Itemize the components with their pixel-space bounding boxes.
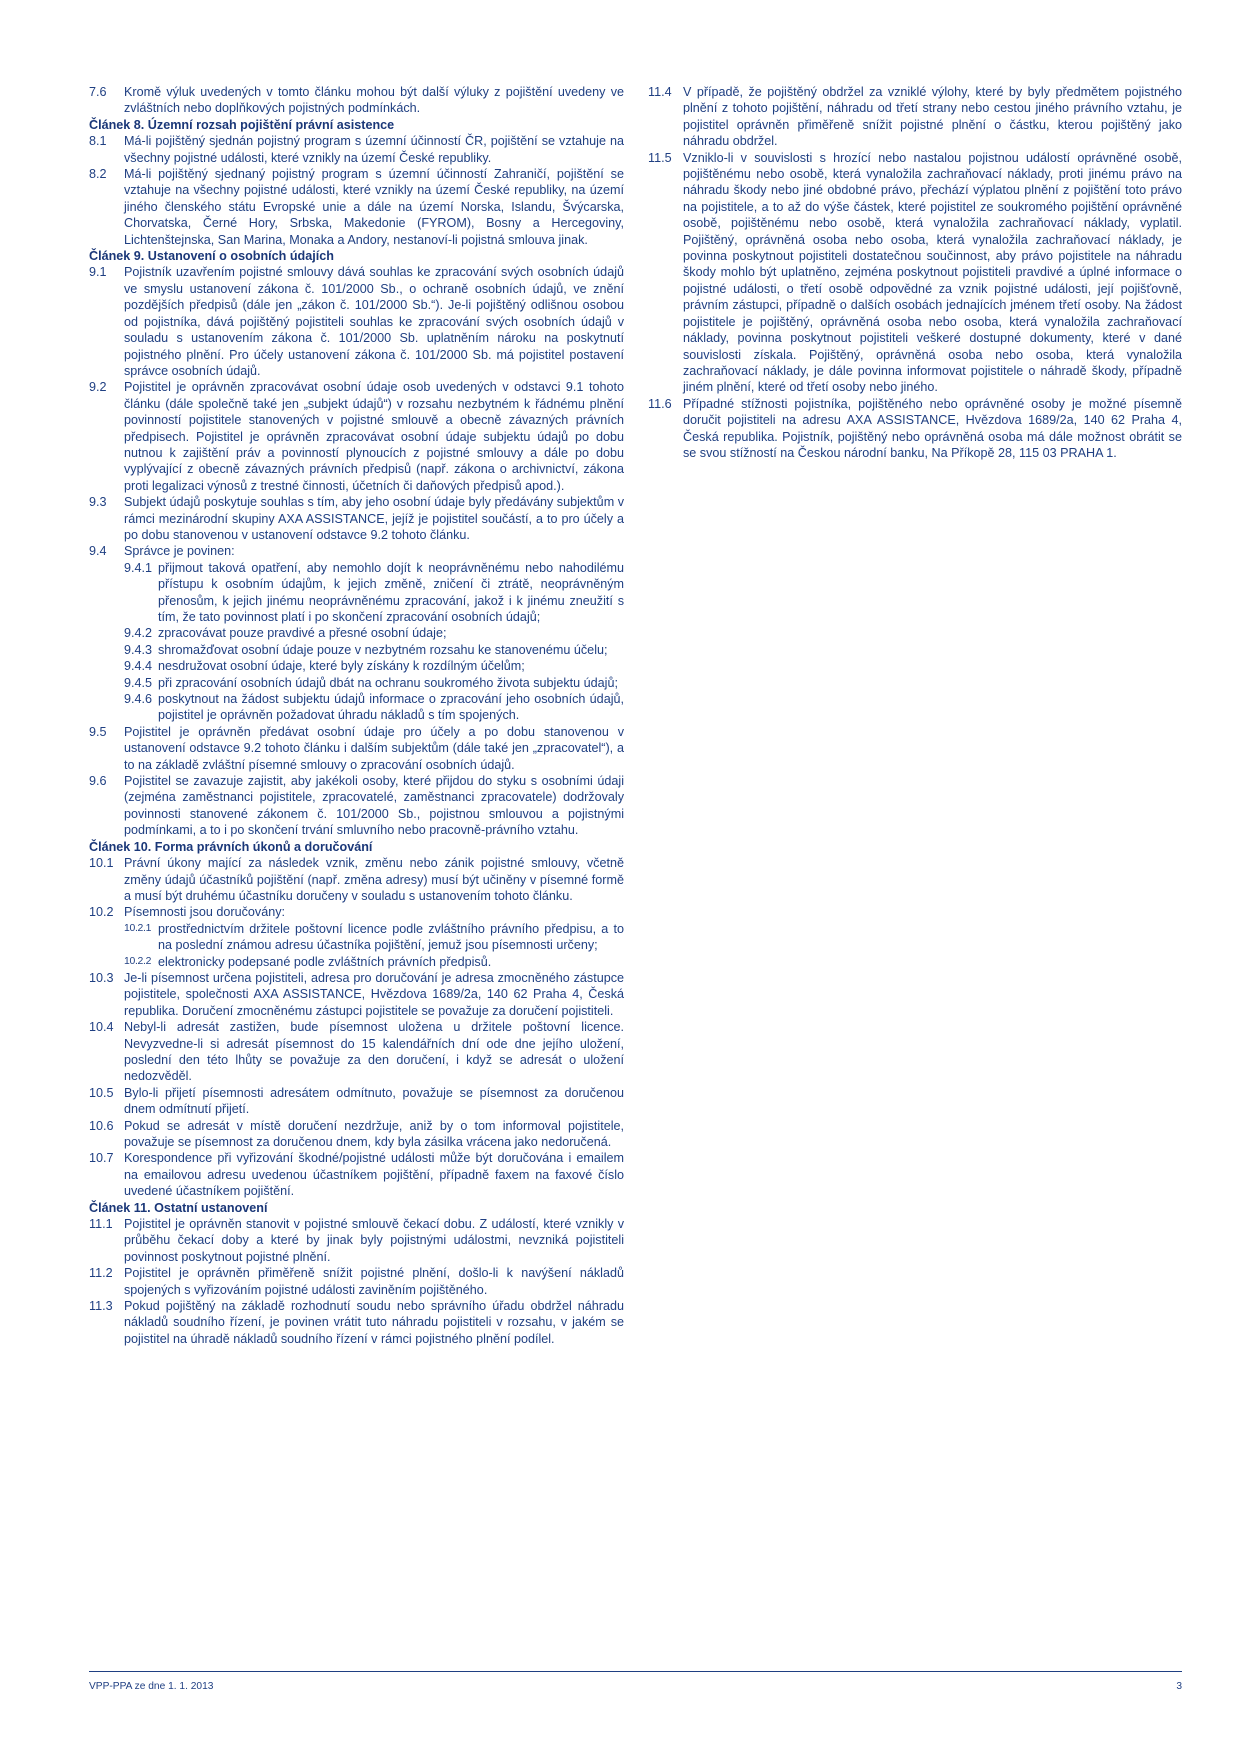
clause-number: 8.2 [89, 167, 107, 182]
clause [648, 84, 1182, 150]
clause-text: Pojistitel je oprávněn zpracovávat osobní údaje osob uvedených v odstavci 9.1 tohoto článku (dále společně také jen „subjekt údajů“) v rozsahu nezbytném k řádnému plnění povinností pojistitele stanovených v pojistné smlouvě a obecně závazných právních předpisech. Pojistitel je oprávněn zpracovávat osobní údaje subjektu údajů po dobu nutnou k zajištění práv a povinností plynoucích z pojistné smlouvy a dále po dobu vyplývající z obecně závazných právních předpisů (např. zákona o archivnictví, zákona proti legalizaci výnosů z trestné činnosti, účetních či daňových předpisů apod.). [124, 380, 624, 493]
clause-number: 9.6 [89, 774, 107, 789]
footer-divider [89, 1671, 1182, 1672]
clause-text: Případné stížnosti pojistníka, pojištěného nebo oprávněné osoby je možné písemně doručit pojistiteli na adresu AXA ASSISTANCE, Hvězdova 1689/2a, 140 62 Praha 4, Česká republika. Pojistník, pojištěný nebo oprávněná osoba má dále možnost obrátit se se svou stížností na Českou národní banku, Na Příkopě 28, 115 03 PRAHA 1. [683, 396, 1182, 460]
clause-number: 11.6 [648, 396, 672, 411]
clause [89, 724, 624, 773]
clause-number: 9.4.6 [124, 692, 153, 707]
article-heading: Článek 10. Forma právních úkonů a doručování [89, 839, 373, 854]
clause-text: Pojistitel je oprávněn přiměřeně snížit pojistné plnění, došlo-li k navýšení nákladů spojených s vyřizováním pojistné události zaviněním pojištěného. [124, 1266, 624, 1297]
clause-number: 9.4.2 [124, 626, 153, 641]
clause-text: přijmout taková opatření, aby nemohlo dojít k neoprávněnému nebo nahodilému přístupu k osobním údajům, k jejich změně, zničení či ztrátě, neoprávněným přenosům, k jejich jinému neoprávněnému zpracování, jakož i k jinému zneužití s tím, že tato povinnost platí i po skončení zpracování osobních údajů; [158, 560, 624, 624]
clause-number: 8.1 [89, 134, 107, 149]
sub-clause [124, 675, 624, 691]
sub-clause [124, 954, 624, 970]
clause-text: Pokud se adresát v místě doručení nezdržuje, aniž by o tom informoval pojistitele, považuje se písemnost za doručenou dnem, kdy byla zásilka vrácena jako nedoručená. [124, 1118, 624, 1149]
article-heading: Článek 11. Ostatní ustanovení [89, 1200, 268, 1215]
clause [89, 543, 624, 559]
clause-text: Pojistitel je oprávněn předávat osobní údaje pro účely a po dobu stanovenou v ustanovení odstavce 9.2 tohoto článku i dalším subjektům (dále také jen „zpracovatel“), a to na základě zvláštní písemné smlouvy o zpracování osobních údajů. [124, 724, 624, 772]
clause-number: 11.2 [89, 1266, 113, 1281]
clause-text: Písemnosti jsou doručovány: [124, 905, 286, 920]
clause-number: 9.4 [89, 544, 107, 559]
sub-clause [124, 560, 624, 626]
clause-number: 9.2 [89, 380, 107, 395]
clause-text: Nebyl-li adresát zastižen, bude písemnost uložena u držitele poštovní licence. Nevyzvedne-li si adresát písemnost do 15 kalendářních dní ode dne jejího uložení, poslední den této lhůty se považuje za den doručení, i když se adresát o uložení nedozvěděl. [124, 1020, 624, 1084]
right-column [648, 84, 1182, 461]
page-number: 3 [1176, 1681, 1182, 1692]
sub-clause [124, 625, 624, 641]
clause [89, 1118, 624, 1151]
clause-number: 10.1 [89, 856, 114, 871]
clause-text: nesdružovat osobní údaje, které byly získány k rozdílným účelům; [158, 659, 525, 674]
clause [89, 904, 624, 920]
clause-number: 10.4 [89, 1020, 114, 1035]
footer-document-id: VPP-PPA ze dne 1. 1. 2013 [89, 1681, 214, 1692]
clause-number: 9.5 [89, 724, 107, 739]
clause [89, 133, 624, 166]
clause-text: shromažďovat osobní údaje pouze v nezbytném rozsahu ke stanovenému účelu; [158, 642, 608, 657]
clause-text: Právní úkony mající za následek vznik, změnu nebo zánik pojistné smlouvy, včetně změny údajů účastníků pojištění (např. změna adresy) musí být učiněny v písemné formě a musí být druhému účastníku doručeny v souladu s ustanovením tohoto článku. [124, 856, 624, 903]
clause [89, 773, 624, 839]
clause-text: poskytnout na žádost subjektu údajů informace o zpracování jeho osobních údajů, pojistitel je oprávněn požadovat úhradu nákladů s tím spojených. [158, 692, 624, 723]
article-heading: Článek 9. Ustanovení o osobních údajích [89, 249, 334, 264]
sub-clause [124, 642, 624, 658]
clause [89, 84, 624, 117]
clause-text: Má-li pojištěný sjednán pojistný program s územní účinností ČR, pojištění se vztahuje na všechny pojistné události, které vznikly na území České republiky. [124, 134, 624, 165]
clause-text: Pojistitel se zavazuje zajistit, aby jakékoli osoby, které přijdou do styku s osobními údaji (zejména zaměstnanci pojistitele, zpracovatelé, zaměstnanci zpracovatele) dodržovaly povinnosti stanovené zákonem č. 101/2000 Sb., pojistnou smlouvou a pojistnými podmínkami, a to i po skončení trvání smluvního nebo pracovně-právního vztahu. [124, 774, 624, 838]
clause-number: 9.4.4 [124, 659, 153, 674]
clause [89, 1150, 624, 1199]
clause-number: 11.1 [89, 1217, 113, 1232]
clause-number: 11.4 [648, 85, 672, 99]
left-column [89, 84, 624, 1347]
clause [89, 379, 624, 494]
clause-text: Správce je povinen: [124, 544, 235, 559]
clause-text: Bylo-li přijetí písemnosti adresátem odmítnuto, považuje se písemnost za doručenou dnem odmítnutí přijetí. [124, 1085, 624, 1117]
clause-number: 9.1 [89, 265, 107, 280]
clause-text: při zpracování osobních údajů dbát na ochranu soukromého života subjektu údajů; [158, 675, 618, 690]
sub-clause [124, 921, 624, 954]
clause-text: Pojistník uzavřením pojistné smlouvy dává souhlas ke zpracování svých osobních údajů ve smyslu ustanovení zákona č. 101/2000 Sb., o ochraně osobních údajů, ve znění pozdějších předpisů (dále jen „zákon č. 101/2000 Sb.“). Je-li pojištěný odlišnou osobou od pojistníka, dává pojištěný pojistiteli souhlas ke zpracování svých osobních údajů v souladu s ustanovením zákona č. 101/2000 Sb. uplatněním nároku na poskytnutí pojistného plnění. Pro účely ustanovení zákona č. 101/2000 Sb. má pojistitel postavení správce osobních údajů. [124, 265, 624, 378]
clause-text: Pojistitel je oprávněn stanovit v pojistné smlouvě čekací dobu. Z událostí, které vznikly v průběhu čekací doby a které by jinak byly pojistnými událostmi, nevzniká pojistiteli povinnost poskytnout pojistné plnění. [124, 1217, 624, 1264]
clause-number: 9.4.5 [124, 675, 153, 690]
article-heading: Článek 8. Územní rozsah pojištění právní asistence [89, 117, 395, 132]
clause [89, 264, 624, 379]
clause-text: zpracovávat pouze pravdivé a přesné osobní údaje; [158, 626, 447, 641]
clause-number: 10.2.2 [124, 955, 152, 967]
clause [89, 970, 624, 1019]
clause-number: 9.3 [89, 495, 107, 510]
clause-text: prostřednictvím držitele poštovní licence podle zvláštního právního předpisu, a to na poslední známou adresu účastníka pojištění, jemuž jsou písemnosti určeny; [158, 921, 624, 953]
clause [648, 396, 1182, 462]
clause-number: 10.2 [89, 905, 114, 920]
clause-text: Subjekt údajů poskytuje souhlas s tím, aby jeho osobní údaje byly předávány subjektům v rámci mezinárodní skupiny AXA ASSISTANCE, jejíž je pojistitel součástí, a to pro účely a po dobu stanovenou v ustanovení odstavce 9.2 tohoto článku. [124, 495, 624, 542]
clause-text: elektronicky podepsané podle zvláštních právních předpisů. [158, 954, 492, 969]
clause-text: Pokud pojištěný na základě rozhodnutí soudu nebo správního úřadu obdržel náhradu nákladů soudního řízení, je povinen vrátit tuto náhradu pojistiteli v rozsahu, v jakém se pojistitel na úhradě nákladů soudního řízení v rámci pojistného plnění podílel. [124, 1299, 624, 1346]
sub-clause [124, 691, 624, 724]
clause-text: Má-li pojištěný sjednaný pojistný program s územní účinností Zahraničí, pojištění se vztahuje na všechny pojistné události, které vznikly na území České republiky, na území jiného členského státu Evropské unie a dále na území Norska, Islandu, Švýcarska, Chorvatska, Černé Hory, Srbska, Makedonie (FYROM), Bosny a Hercegoviny, Lichtenštejnska, San Marina, Monaka a Andory, nestanoví-li pojistná smlouva jinak. [124, 167, 624, 247]
clause-number: 10.6 [89, 1118, 114, 1133]
clause-text: V případě, že pojištěný obdržel za vzniklé výlohy, které by byly předmětem pojistného plnění z tohoto pojištění, náhradu od třetí strany nebo cestou jiného právního vztahu, je pojistitel oprávněn přiměřeně snížit pojistné plnění o částku, kterou pojištěný jako náhradu obdržel. [683, 85, 1182, 149]
clause-text: Je-li písemnost určena pojistiteli, adresa pro doručování je adresa zmocněného zástupce pojistitele, společnosti AXA ASSISTANCE, Hvězdova 1689/2a, 140 62 Praha 4, Česká republika. Doručení zmocněnému zástupci pojistitele se považuje za doručení pojistiteli. [124, 970, 624, 1018]
clause [89, 1298, 624, 1347]
clause-number: 11.3 [89, 1299, 113, 1314]
clause-number: 9.4.3 [124, 642, 153, 657]
clause [89, 494, 624, 543]
clause-text: Vzniklo-li v souvislosti s hrozící nebo nastalou pojistnou událostí oprávněné osobě, pojištěnému nebo osobě, která vynaložila zachraňovací náklady, proti jinému právo na náhradu škody nebo jiné obdobné právo, přechází výplatou plnění z pojištění toto právo na pojistitele, a to až do výše částek, které pojistitel ze soukromého pojištění oprávněné osobě, pojištěnému nebo osobě, která vynaložila zachraňovací náklady, vyplatil. Pojištěný, oprávněná osoba nebo osoba, která vynaložila zachraňovací náklady, je povinna poskytnout pojistiteli dostatečnou součinnost, aby právo pojistitele na náhradu škody mohlo být uplatněno, zejména poskytnout pojistiteli pravdivé a úplné informace o pojistné události, o třetí osobě odpovědné za vznik pojistné události, její pojišťovně, právním zástupci, případně o dalších osobách jednajících jménem třetí osoby. Na žádost pojistitele je pojištěný, oprávněná osoba nebo osoba, která vynaložila zachraňovací náklady, povinna poskytnout pojistiteli veškeré dostupné dokumenty, které v dané souvislosti získala. Pojištěný, oprávněná osoba nebo osoba, která vynaložila zachraňovací náklady, je dále povinna informovat pojistitele o náhradě škody, případně jiném plnění, které od třetí osoby nebo jiného. [683, 150, 1182, 395]
clause [89, 166, 624, 248]
clause [89, 1085, 624, 1118]
clause-number: 10.5 [89, 1085, 114, 1100]
clause-number: 10.7 [89, 1151, 114, 1166]
clause-number: 10.3 [89, 970, 114, 985]
clause-number: 9.4.1 [124, 560, 153, 575]
clause-number: 11.5 [648, 150, 672, 165]
clause [89, 855, 624, 904]
sub-clause [124, 658, 624, 674]
clause-number: 10.2.1 [124, 922, 152, 934]
clause [648, 150, 1182, 396]
clause [89, 1265, 624, 1298]
clause [89, 1216, 624, 1265]
clause-text: Korespondence při vyřizování škodné/pojistné události může být doručována i emailem na emailovou adresu uvedenou účastníkem pojištění, případně faxem na faxové číslo uvedené účastníkem pojištění. [124, 1151, 624, 1199]
clause-text: Kromě výluk uvedených v tomto článku mohou být další výluky z pojištění uvedeny ve zvláštních nebo doplňkových pojistných podmínkách. [124, 85, 624, 116]
clause [89, 1019, 624, 1085]
clause-number: 7.6 [89, 85, 107, 99]
